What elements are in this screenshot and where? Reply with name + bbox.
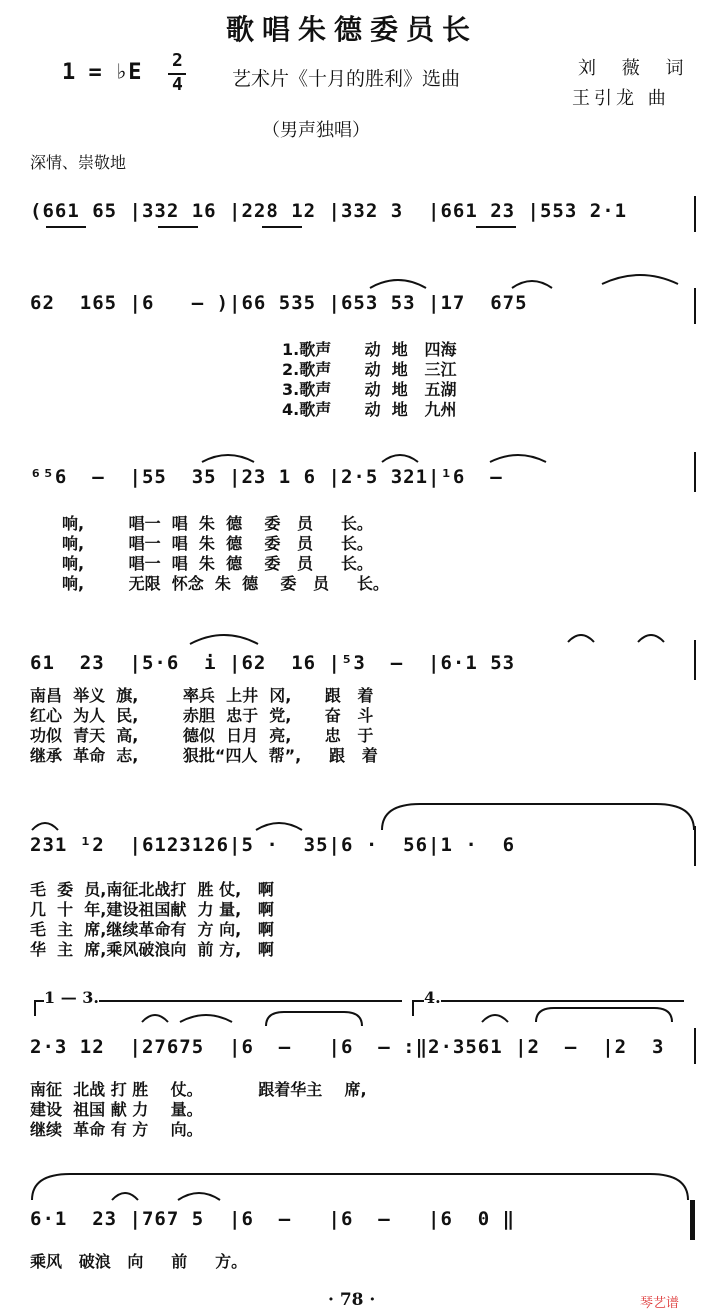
barline — [694, 640, 696, 680]
slur — [488, 450, 548, 464]
beam — [158, 226, 198, 228]
lyricist: 刘 薇 词 — [578, 58, 694, 79]
composer: 王引龙 曲 — [572, 88, 670, 109]
lyric-verse-4: 华 主 席,乘风破浪向 前 方, 啊 — [30, 940, 274, 959]
notation-row-3: ⁶⁵6 — |55 35 |23 1 6 |2·5 321|¹6 — — [30, 466, 503, 488]
slur — [368, 276, 428, 290]
lyric-verse-1: 1.歌声 动 地 四海 — [282, 340, 457, 359]
page-title: 歌唱朱德委员长 — [226, 13, 479, 46]
second-ending-label: 4. — [424, 988, 441, 1007]
lyric-verse-1: 乘风 破浪 向 前 方。 — [30, 1252, 248, 1271]
time-signature-bottom: 4 — [172, 74, 183, 95]
watermark-logo: 琴艺谱 — [640, 1296, 680, 1311]
beam — [46, 226, 86, 228]
time-signature-top: 2 — [172, 50, 183, 71]
tie — [264, 1010, 364, 1028]
slur — [188, 630, 260, 646]
notation-row-2: 62 165 |6 — )|66 535 |653 53 |17 675 — [30, 292, 528, 314]
barline — [694, 1028, 696, 1064]
performance-note: （男声独唱） — [262, 120, 370, 141]
slur — [636, 630, 666, 644]
slur — [30, 818, 60, 832]
slur — [140, 1010, 170, 1024]
slur — [480, 1010, 510, 1024]
slur — [380, 450, 420, 464]
subtitle: 艺术片《十月的胜利》选曲 — [232, 68, 461, 90]
lyric-verse-2: 响, 唱一 唱 朱 德 委 员 长。 — [62, 534, 373, 553]
slur — [178, 1010, 234, 1024]
tie — [534, 1006, 674, 1024]
lyric-verse-4: 继承 革命 志, 狠批“四人 帮”, 跟 着 — [30, 746, 378, 765]
notation-row-7: 6·1 23 |767 5 |6 — |6 — |6 0 ‖ — [30, 1208, 516, 1230]
lyric-verse-1: 南征 北战 打 胜 仗。 跟着华主 席, — [30, 1080, 367, 1099]
lyric-verse-2: 红心 为人 民, 赤胆 忠于 党, 奋 斗 — [30, 706, 374, 725]
beam — [262, 226, 302, 228]
slur — [600, 270, 680, 286]
barline — [694, 452, 696, 492]
first-ending-label: 1 — 3. — [44, 988, 99, 1007]
final-barline — [690, 1200, 695, 1240]
notation-row-6: 2·3 12 |27675 |6 — |6 — :‖2·3561 |2 — |2 3 — [30, 1036, 665, 1058]
beam — [476, 226, 516, 228]
notation-row-5: 231 ¹2 |6123126|5 · 35|6 · 56|1 · 6 — [30, 834, 516, 856]
lyric-verse-4: 响, 无限 怀念 朱 德 委 员 长。 — [62, 574, 389, 593]
lyric-verse-4: 4.歌声 动 地 九州 — [282, 400, 457, 419]
lyric-verse-3: 继续 革命 有 方 向。 — [30, 1120, 203, 1139]
key-signature: 1 = ♭E — [62, 60, 142, 85]
lyric-verse-3: 功似 青天 高, 德似 日月 亮, 忠 于 — [30, 726, 374, 745]
slur — [110, 1188, 140, 1202]
barline — [694, 826, 696, 866]
notation-row-4: 61 23 |5·6 i |62 16 |⁵3 — |6·1 53 — [30, 652, 516, 674]
barline — [694, 288, 696, 324]
notation-row-1: (661 65 |332 16 |228 12 |332 3 |661 23 |553 2·1 — [30, 200, 628, 222]
slur — [566, 630, 596, 644]
tempo-marking: 深情、崇敬地 — [30, 153, 127, 172]
slur — [380, 802, 696, 832]
lyric-verse-2: 2.歌声 动 地 三江 — [282, 360, 457, 379]
lyric-verse-2: 几 十 年,建设祖国献 力 量, 啊 — [30, 900, 274, 919]
slur — [176, 1188, 222, 1202]
lyric-verse-1: 毛 委 员,南征北战打 胜 仗, 啊 — [30, 880, 274, 899]
lyric-verse-3: 响, 唱一 唱 朱 德 委 员 长。 — [62, 554, 373, 573]
lyric-verse-1: 响, 唱一 唱 朱 德 委 员 长。 — [62, 514, 373, 533]
barline — [694, 196, 696, 232]
lyric-verse-3: 3.歌声 动 地 五湖 — [282, 380, 457, 399]
slur — [254, 818, 304, 832]
lyric-verse-1: 南昌 举义 旗, 率兵 上井 冈, 跟 着 — [30, 686, 374, 705]
page-number: · 78 · — [328, 1290, 376, 1310]
lyric-verse-3: 毛 主 席,继续革命有 方 向, 啊 — [30, 920, 274, 939]
slur — [200, 450, 256, 464]
slur — [510, 276, 554, 290]
lyric-verse-2: 建设 祖国 献 力 量。 — [30, 1100, 203, 1119]
